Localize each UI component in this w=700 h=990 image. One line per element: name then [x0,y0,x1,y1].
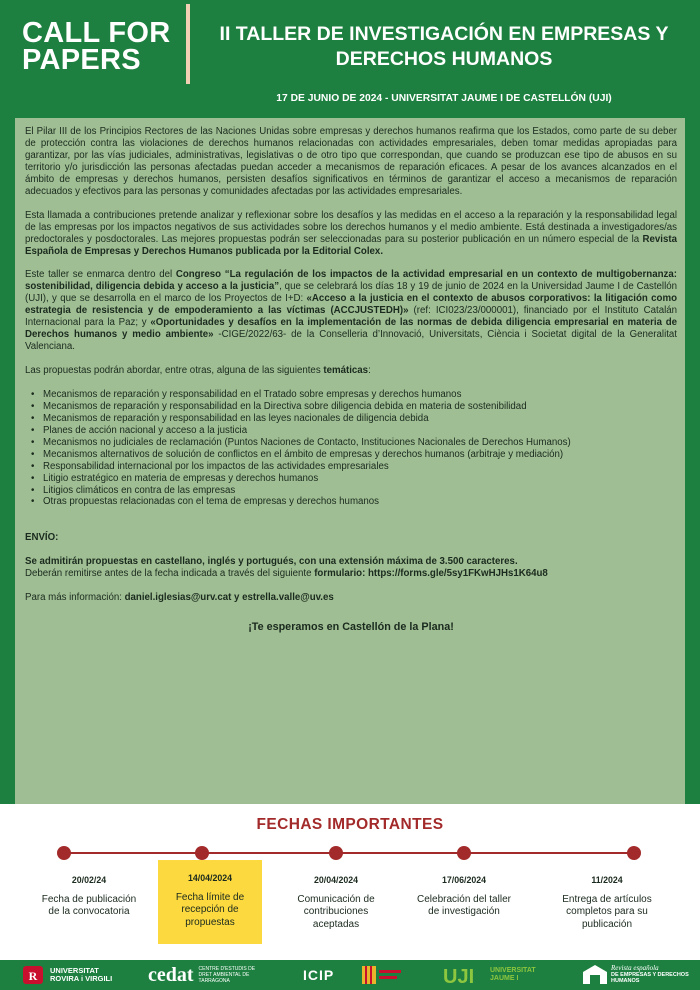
timeline-date: 11/2024 [591,875,623,885]
envio-heading: ENVÍO: [25,532,59,544]
paragraph-purpose-text: Esta llamada a contribuciones pretende analizar y reflexionar sobre los desafíos y las medidas en el acceso a la reparación y la responsabilidad legal de las empresas por los impactos negativos de sus actividades sobre los derechos humanos y el medio ambiente. Está destinada a investigadores/as predoctorales y posdoctorales. Las mejores propuestas podrán ser seleccionadas para su posterior publicación en un número especial de la [25,209,677,245]
text-span: Deberán remitirse antes de la fecha indicada a través del siguiente [25,568,315,580]
paragraph-framework [25,269,677,353]
list-item: • Litigios climáticos en contra de las empresas [25,485,677,497]
timeline-label: Fecha de publicación de la convocatoria [41,894,137,918]
topics-list [25,389,677,509]
text-span: -CIGE/2022/63- de la Conselleria d’Innovació, Universitats, Ciència i Societat digital de la Generalitat Valenciana. [25,329,677,353]
closing-message: ¡Te esperamos en Castellón de la Plana! [248,621,454,634]
timeline-date: 20/02/24 [71,875,107,885]
project-name-2: «Oportunidades y desafíos en la implementación de las normas de debida diligencia empresarial en materia de Derechos humanos y medio ambiente» [25,317,677,341]
paragraph-purpose [25,210,677,258]
svg-text:UJI: UJI [443,966,475,986]
cedat-logo [148,964,261,986]
journal-name: Revista Española de Empresas y Derechos Humanos publicada por la Editorial Colex. [25,233,677,257]
envio-form [25,568,677,580]
text-span: Para más información: [25,592,125,604]
timeline-label: Celebración del taller de investigación [417,894,511,918]
contact-emails[interactable]: daniel.iglesias@urv.cat y estrella.valle@uv.es [124,592,334,604]
generalitat-emblem-icon [362,964,402,986]
generalitat-logo [362,964,402,986]
page-title: II TALLER DE INVESTIGACIÓN EN EMPRESAS Y DERECHOS HUMANOS [219,23,669,70]
body-content [25,126,677,634]
uji-logo-text: UNIVERSITAT JAUME I [490,967,536,982]
timeline-item [548,862,666,942]
revista-logo-line2: DE EMPRESAS Y DERECHOS HUMANOS [611,971,689,985]
timeline-dot [195,846,209,860]
text-span: Las propuestas podrán abordar, entre otras, alguna de las siguientes [25,365,324,377]
list-item: • Mecanismos de reparación y responsabilidad en el Tratado sobre empresas y derechos humanos [25,389,677,401]
timeline-label: Fecha límite de recepción de propuestas [175,892,245,928]
cedat-logo-subtitle: CENTRE D'ESTUDIS DE DRET AMBIENTAL DE TARRAGONA [198,966,256,984]
list-item: • Mecanismos de reparación y responsabilidad en las leyes nacionales de diligencia debida [25,413,677,425]
congress-name: Congreso “La regulación de los impactos de la actividad empresarial en un contexto de multigobernanza: sostenibilidad, diligencia debida y acceso a la justicia” [25,269,677,293]
text-span: , que se celebrará los días 18 y 19 de junio de 2024 en la Universidad Jaume I de Castellón (UJI), y que se desarrolla en el marco de los Proyectos de I+D: [25,281,678,305]
revista-logo-line1: Revista española [611,964,659,973]
icip-logo [303,964,334,986]
project-name-1: «Acceso a la justicia en el contexto de abusos corporativos: la litigación como estrategia de resistencia y de empoderamiento a las víctimas (ACCJUSTEDH)» [25,293,678,317]
timeline-item [284,862,388,942]
event-date-place: 17 DE JUNIO DE 2024 - UNIVERSITAT JAUME I DE CASTELLÓN (UJI) [276,93,612,104]
timeline-dot [57,846,71,860]
uji-emblem-icon [443,964,487,986]
text-span: : [368,365,371,377]
important-dates-section [0,804,700,960]
urv-emblem-icon [22,964,46,986]
topics-intro [25,365,677,377]
timeline-label: Comunicación de contribuciones aceptadas [297,894,375,930]
list-item: • Responsabilidad internacional por los impactos de las actividades empresariales [25,461,677,473]
revista-logo [582,964,693,986]
revista-logo-text [611,965,693,985]
timeline-dot [457,846,471,860]
timeline-dot [627,846,641,860]
revista-emblem-icon [582,964,608,986]
footer-logos [0,960,700,990]
important-dates-title: FECHAS IMPORTANTES [256,816,444,833]
icip-logo-text: ICIP [303,967,335,983]
list-item: • Planes de acción nacional y acceso a la justicia [25,425,677,437]
timeline-date: 20/04/2024 [313,875,359,885]
header [0,0,700,118]
urv-logo [22,964,122,986]
timeline-dot [329,846,343,860]
timeline-date: 14/04/2024 [187,873,233,883]
timeline-item-deadline [158,860,262,944]
timeline-line [64,852,639,854]
list-item: • Litigio estratégico en materia de empresas y derechos humanos [25,473,677,485]
form-link[interactable]: formulario: https://forms.gle/5sy1FKwHJHs1K64u8 [314,568,548,580]
cedat-logo-text: cedat [148,963,194,986]
text-span: Este taller se enmarca dentro del [25,269,176,281]
timeline-date: 17/06/2024 [441,875,487,885]
timeline-label: Entrega de artículos completos para su publicación [562,894,652,930]
svg-text:R: R [28,969,38,983]
uji-logo [443,964,554,986]
call-for-papers-heading: CALL FOR PAPERS [22,17,171,76]
header-divider [186,4,190,84]
text-span: (ref: ICI023/23/000001), financiado por el Instituto Catalán Internacional para la Paz; y [25,305,678,329]
list-item: • Mecanismos de reparación y responsabilidad en la Directiva sobre diligencia debida en materia de sostenibilidad [25,401,677,413]
timeline-item [37,862,141,942]
urv-logo-text: UNIVERSITAT ROVIRA i VIRGILI [50,965,113,983]
envio-languages: Se admitirán propuestas en castellano, inglés y portugués, con una extensión máxima de 3.500 caracteres. [25,556,518,568]
contact-info [25,592,677,604]
paragraph-intro: El Pilar III de los Principios Rectores de las Naciones Unidas sobre empresas y derechos humanos reafirma que los Estados, como parte de su deber de protección contra las violaciones de derechos humanos relacionadas con actividades empresariales, deben tomar medidas apropiadas para garantizar, por las vías judiciales, administrativas, legislativas o de otro tipo que correspondan, que cuando se produzcan ese tipo de abusos en su territorio y/o jurisdicción las personas afectadas puedan acceder a mecanismos de reparación eficaces. A pesar de los avances alcanzados en el ámbito de empresas y derechos humanos, persisten desafíos significativos en términos de garantizar el acceso a mecanismos de reparación adecuados y efectivos para las personas y comunidades afectadas por las actividades empresariales. [25,126,677,197]
list-item: • Otras propuestas relacionadas con el tema de empresas y derechos humanos [25,496,677,508]
timeline-item [412,862,516,942]
list-item: • Mecanismos no judiciales de reclamación (Puntos Naciones de Contacto, Instituciones Nacionales de Derechos Humanos) [25,437,677,449]
list-item: • Mecanismos alternativos de solución de conflictos en el ámbito de empresas y derechos humanos (arbitraje y mediación) [25,449,677,461]
topics-keyword: temáticas [323,365,369,377]
main-panel [15,118,685,804]
